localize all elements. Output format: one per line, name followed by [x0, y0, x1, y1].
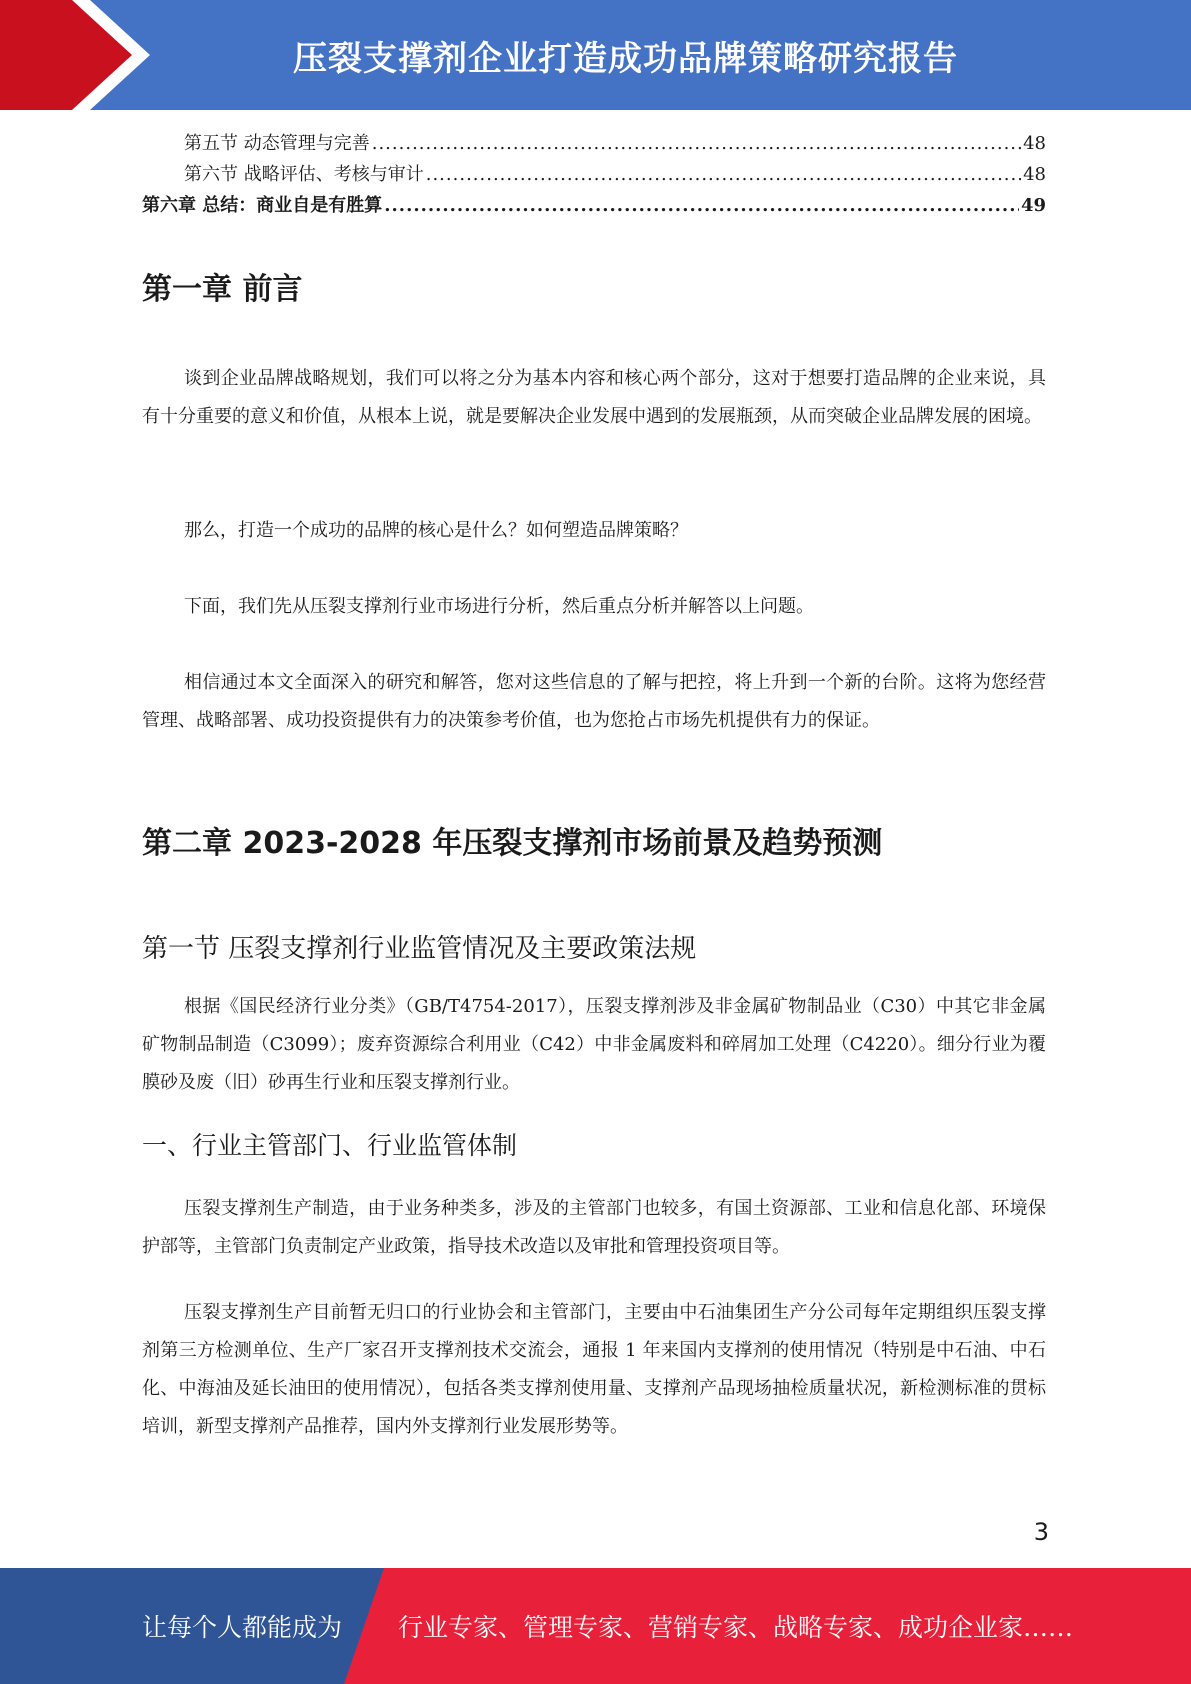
- toc-leader-dots: [426, 159, 1021, 190]
- toc-entry[interactable]: [142, 190, 1046, 221]
- toc-entry-title: 第六章 总结：商业自是有胜算: [142, 195, 383, 216]
- table-of-contents: [142, 128, 1046, 221]
- page-number: 3: [1033, 1518, 1049, 1546]
- subsection-heading: 一、行业主管部门、行业监管体制: [142, 1131, 518, 1160]
- toc-entry[interactable]: [142, 128, 1046, 159]
- footer-slogan-left: 让每个人都能成为: [142, 1613, 343, 1642]
- page-footer: [0, 1568, 1191, 1684]
- toc-entry-page: 48: [1023, 164, 1046, 185]
- toc-entry-title: 第六节 战略评估、考核与审计: [184, 164, 424, 185]
- chapter-2-heading: 第二章 2023-2028 年压裂支撑剂市场前景及趋势预测: [142, 826, 883, 861]
- body-paragraph: 谈到企业品牌战略规划，我们可以将之分为基本内容和核心两个部分，这对于想要打造品牌的企业来说，具有十分重要的意义和价值，从根本上说，就是要解决企业发展中遇到的发展瓶颈，从而突破企业品牌发展的困境。: [142, 368, 1046, 427]
- body-paragraph: 下面，我们先从压裂支撑剂行业市场进行分析，然后重点分析并解答以上问题。: [184, 596, 814, 617]
- body-paragraph: 那么，打造一个成功的品牌的核心是什么？如何塑造品牌策略？: [184, 520, 688, 541]
- toc-leader-dots: [384, 190, 1019, 221]
- toc-entry-title: 第五节 动态管理与完善: [184, 133, 370, 154]
- page-header: [0, 0, 1191, 110]
- body-paragraph: 相信通过本文全面深入的研究和解答，您对这些信息的了解与把控，将上升到一个新的台阶。这将为您经营管理、战略部署、成功投资提供有力的决策参考价值，也为您抢占市场先机提供有力的保证。: [142, 672, 1046, 731]
- chapter-1-heading: 第一章 前言: [142, 272, 303, 307]
- toc-entry-page: 49: [1020, 195, 1046, 216]
- footer-slogan-right: 行业专家、管理专家、营销专家、战略专家、成功企业家……: [398, 1613, 1074, 1642]
- toc-leader-dots: [372, 128, 1021, 159]
- body-paragraph: 根据《国民经济行业分类》（GB/T4754-2017），压裂支撑剂涉及非金属矿物制品业（C30）中其它非金属矿物制品制造（C3099）；废弃资源综合利用业（C42）中非金属废料和碎屑加工处理（C4220）。细分行业为覆膜砂及废（旧）砂再生行业和压裂支撑剂行业。: [142, 996, 1046, 1093]
- body-paragraph: 压裂支撑剂生产目前暂无归口的行业协会和主管部门，主要由中石油集团生产分公司每年定期组织压裂支撑剂第三方检测单位、生产厂家召开支撑剂技术交流会，通报 1 年来国内支撑剂的使用情况（特别是中石油、中石化、中海油及延长油田的使用情况），包括各类支撑剂使用量、支撑剂产品现场抽检质量状况，新检测标准的贯标培训，新型支撑剂产品推荐，国内外支撑剂行业发展形势等。: [142, 1302, 1046, 1437]
- report-title: 压裂支撑剂企业打造成功品牌策略研究报告: [293, 38, 958, 79]
- toc-entry[interactable]: [142, 159, 1046, 190]
- body-paragraph: 压裂支撑剂生产制造，由于业务种类多，涉及的主管部门也较多，有国土资源部、工业和信息化部、环境保护部等，主管部门负责制定产业政策，指导技术改造以及审批和管理投资项目等。: [142, 1198, 1046, 1257]
- header-arrow-decoration: [0, 0, 150, 110]
- toc-entry-page: 48: [1023, 133, 1046, 154]
- section-heading: 第一节 压裂支撑剂行业监管情况及主要政策法规: [142, 934, 697, 964]
- page-content: [142, 128, 1046, 1437]
